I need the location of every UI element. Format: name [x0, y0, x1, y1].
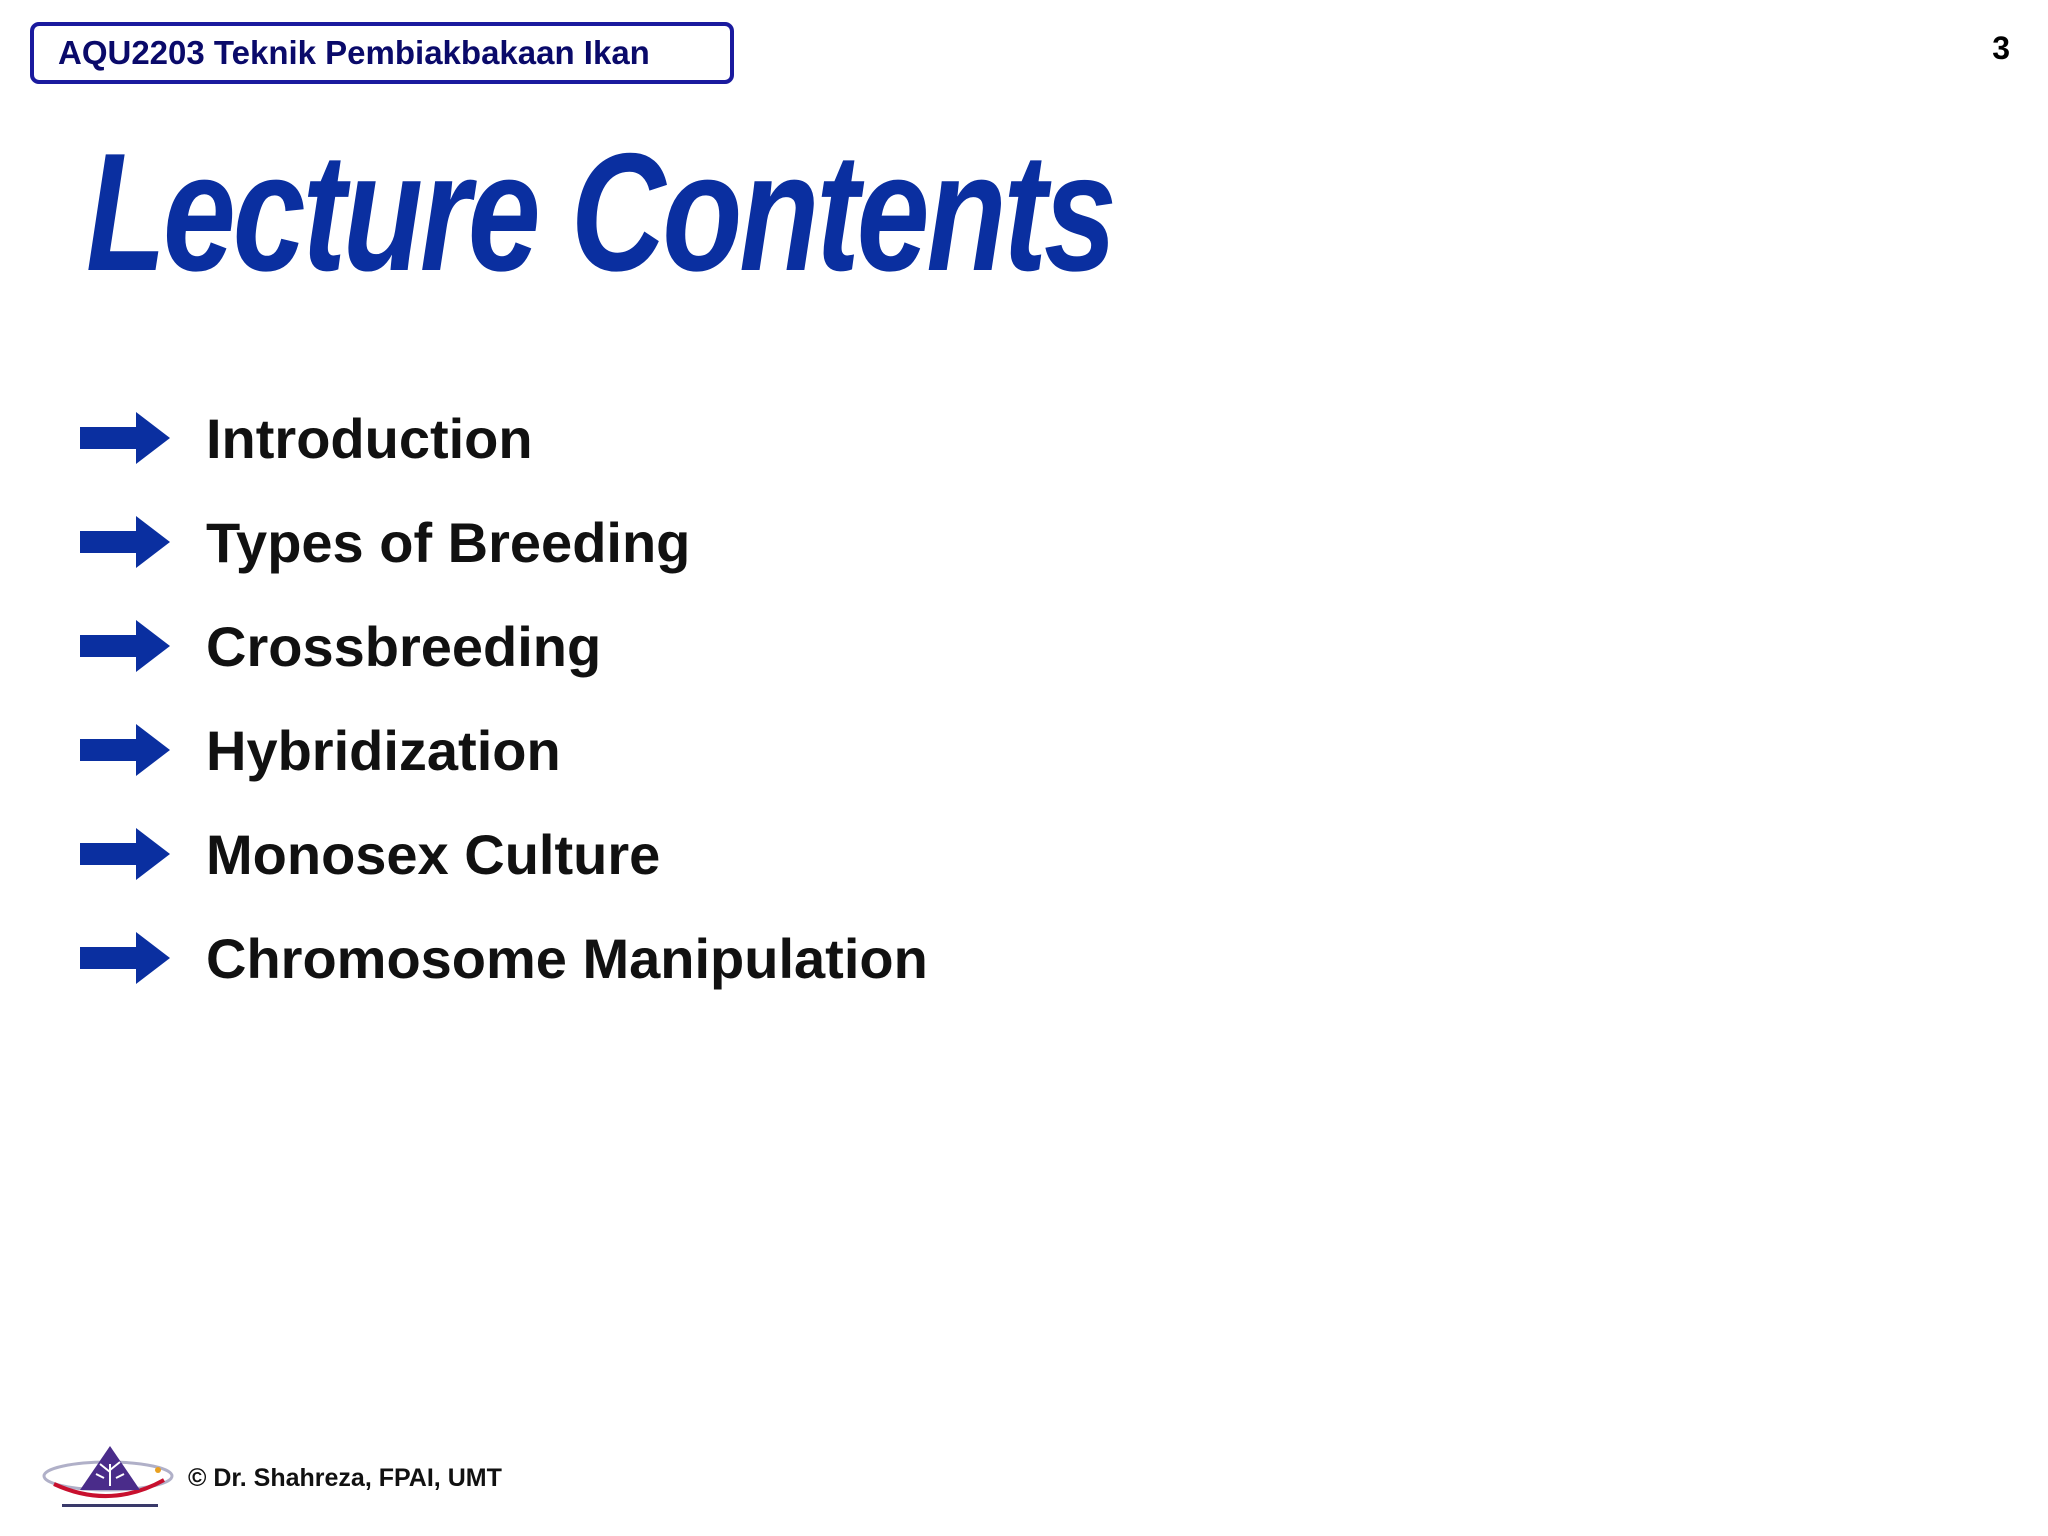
university-logo-icon [40, 1440, 180, 1516]
list-item-label: Crossbreeding [206, 614, 602, 678]
footer [40, 1440, 502, 1516]
list-item [80, 906, 928, 1010]
list-item [80, 490, 928, 594]
slide-title: Lecture Contents [86, 118, 1114, 306]
list-item-label: Introduction [206, 406, 533, 470]
list-item-label: Chromosome Manipulation [206, 926, 928, 990]
list-item-label: Types of Breeding [206, 510, 691, 574]
arrow-right-icon [80, 412, 170, 464]
list-item [80, 386, 928, 490]
page-number: 3 [1992, 30, 2010, 66]
arrow-right-icon [80, 620, 170, 672]
contents-list [80, 386, 928, 1010]
list-item-label: Monosex Culture [206, 822, 661, 886]
arrow-right-icon [80, 828, 170, 880]
course-title-box [30, 22, 734, 84]
copyright-text: © Dr. Shahreza, FPAI, UMT [188, 1463, 502, 1492]
arrow-right-icon [80, 932, 170, 984]
arrow-right-icon [80, 724, 170, 776]
list-item-label: Hybridization [206, 718, 561, 782]
course-title: AQU2203 Teknik Pembiakbakaan Ikan [58, 34, 650, 71]
arrow-right-icon [80, 516, 170, 568]
list-item [80, 802, 928, 906]
list-item [80, 594, 928, 698]
list-item [80, 698, 928, 802]
